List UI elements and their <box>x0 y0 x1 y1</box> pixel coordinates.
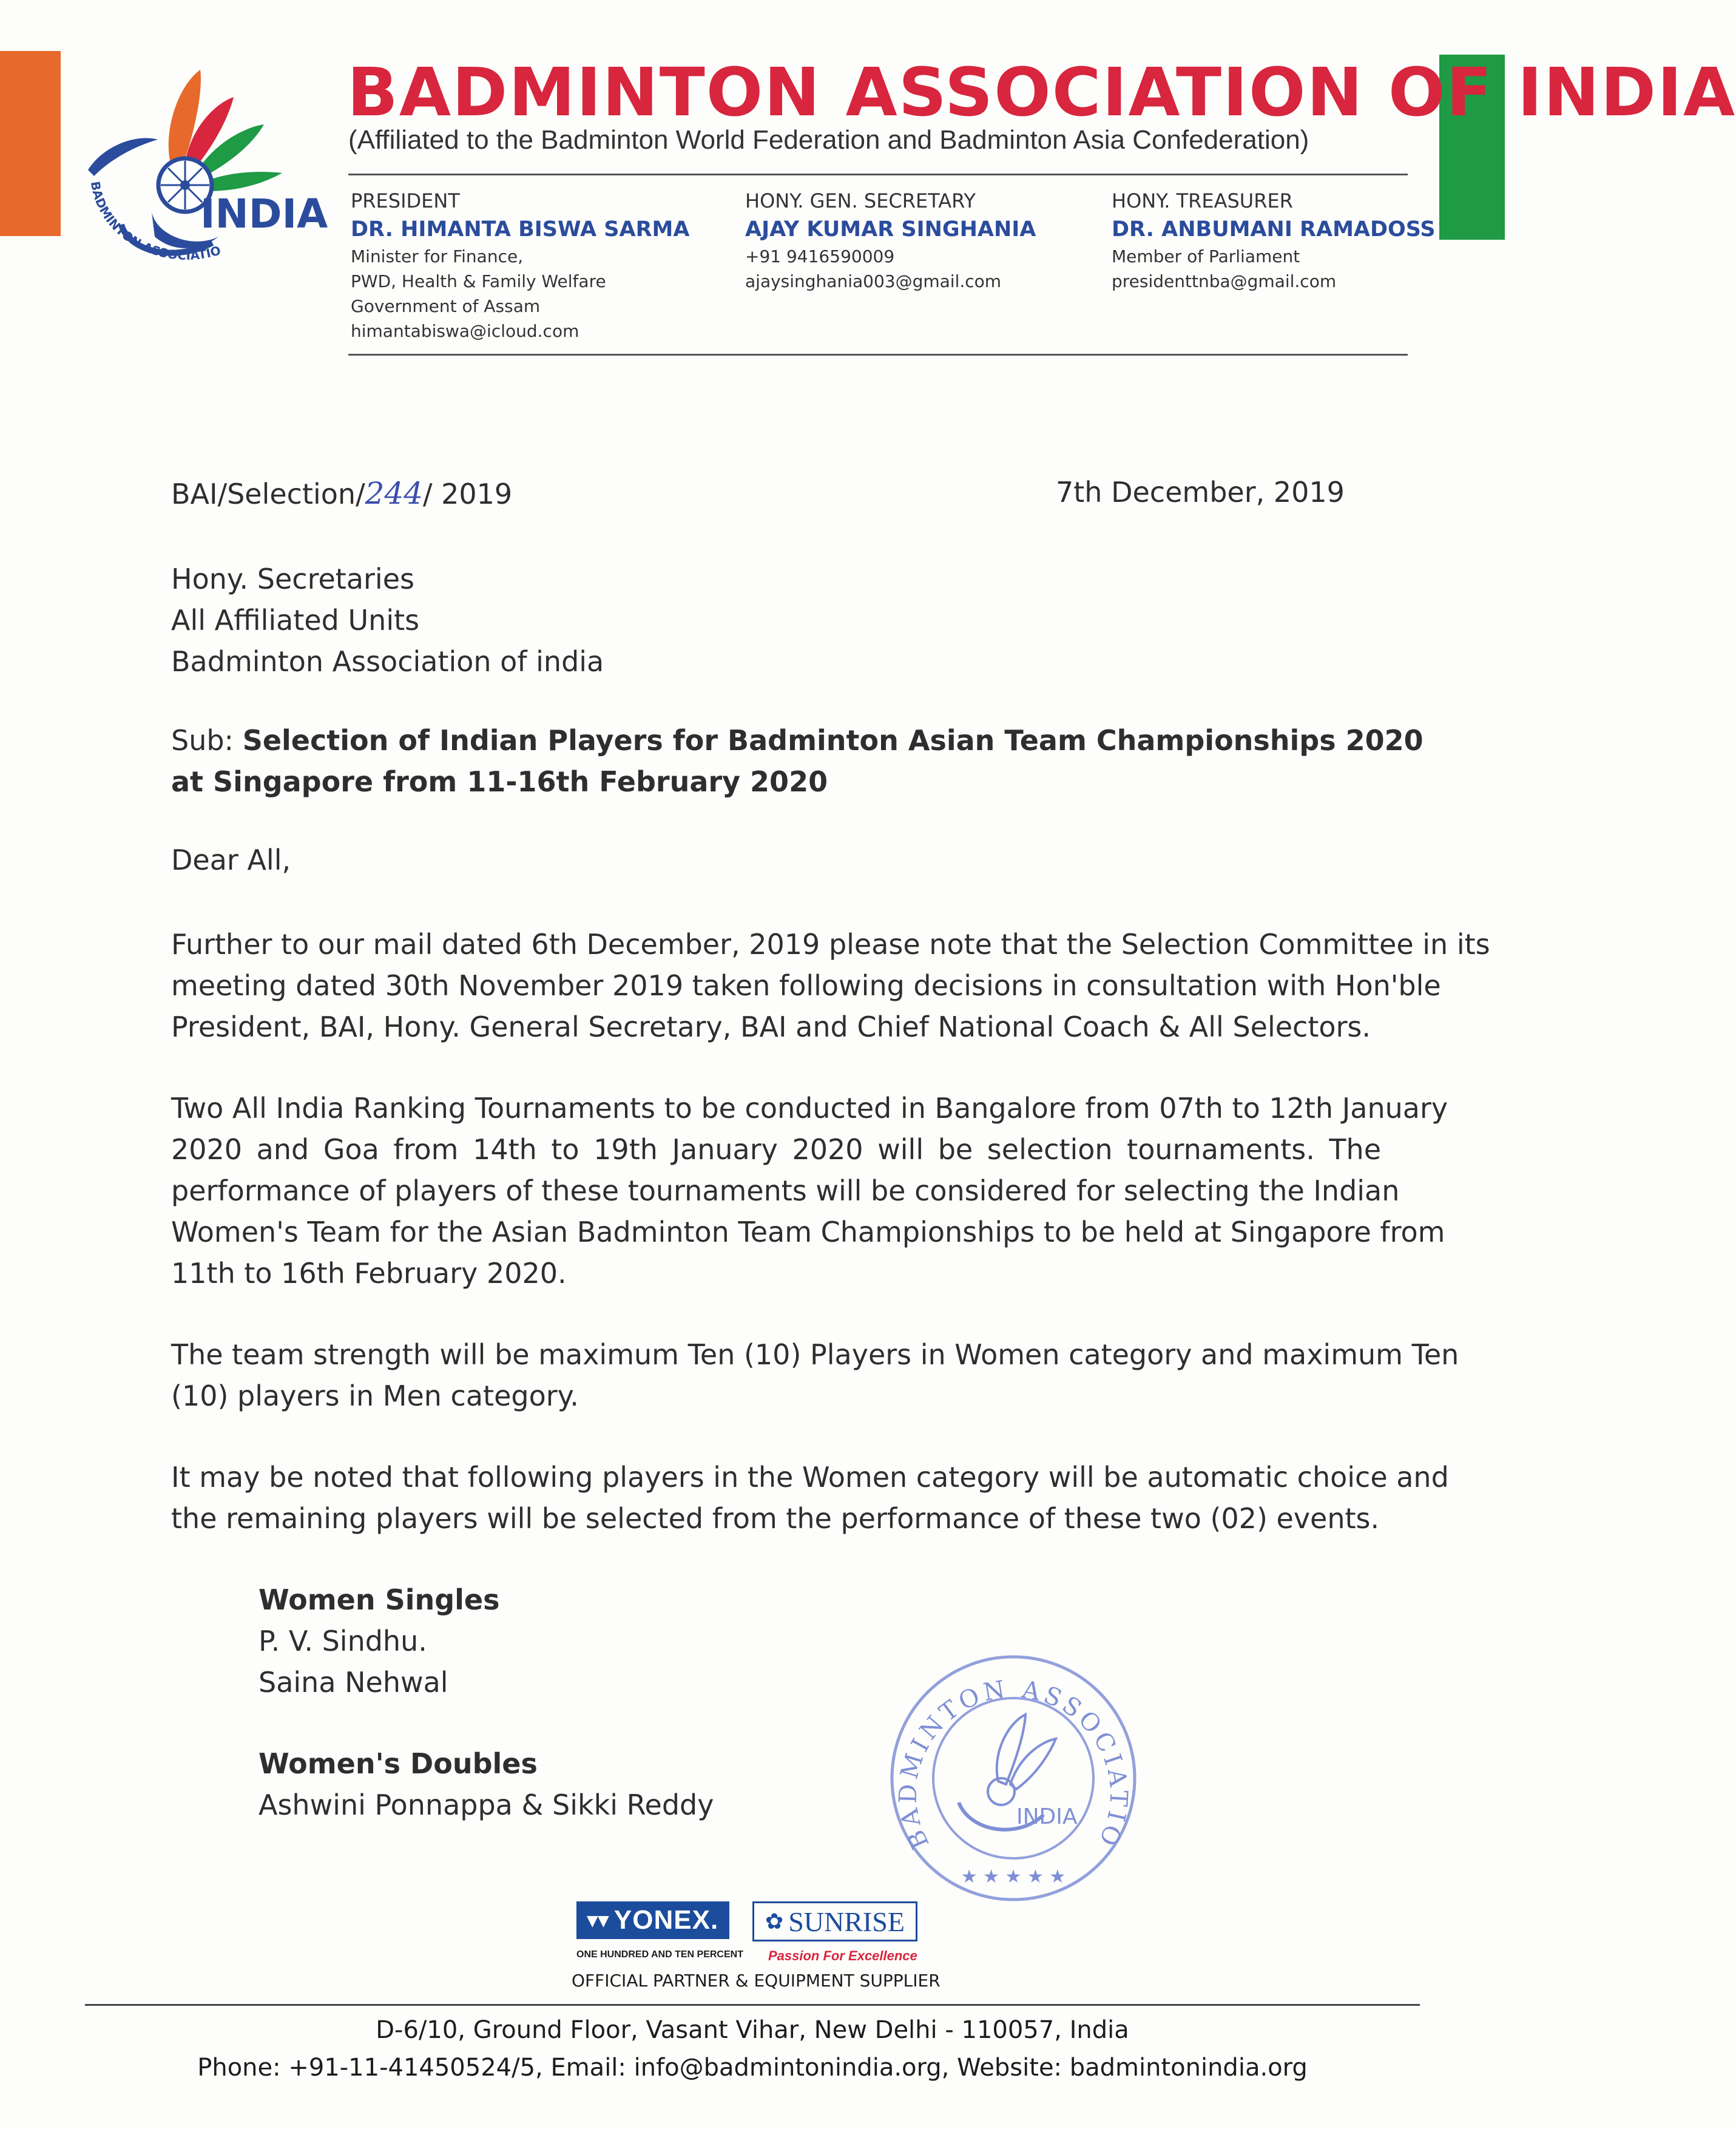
svg-text:BADMINTON ASSOCIATION OF INDIA <box>886 1651 1133 1853</box>
affiliation-line: (Affiliated to the Badminton World Federation and Badminton Asia Confederation) <box>348 125 1309 155</box>
paragraph-4 <box>171 1457 1449 1539</box>
official-stamp <box>886 1651 1141 1906</box>
salutation: Dear All, <box>171 844 291 876</box>
paragraph-line: 2020 and Goa from 14th to 19th January 2020 will be selection tournaments. The <box>171 1133 1381 1166</box>
women-singles-list <box>258 1579 500 1703</box>
org-title: BADMINTON ASSOCIATION OF INDIA <box>347 53 1736 131</box>
officials-divider <box>348 354 1408 356</box>
paragraph-line: meeting dated 30th November 2019 taken following decisions in consultation with Hon'ble <box>171 969 1441 1002</box>
official-name: DR. HIMANTA BISWA SARMA <box>351 217 690 242</box>
reference-number <box>171 476 512 511</box>
player-name: P. V. Sindhu. <box>258 1625 427 1657</box>
official-president <box>351 189 689 341</box>
official-email: presidenttnba@gmail.com <box>1112 271 1337 291</box>
official-detail: PWD, Health & Family Welfare <box>351 271 606 291</box>
official-role: HONY. GEN. SECRETARY <box>745 189 976 212</box>
addressee-line: All Affiliated Units <box>171 604 420 637</box>
sunrise-logo: ✿ SUNRISE <box>752 1901 917 1941</box>
sunrise-tagline: Passion For Excellence <box>768 1948 917 1963</box>
official-role: HONY. TREASURER <box>1112 189 1293 212</box>
letter-date: 7th December, 2019 <box>1056 476 1345 509</box>
footer-address: D-6/10, Ground Floor, Vasant Vihar, New Delhi - 110057, India <box>376 2016 1129 2044</box>
official-role: PRESIDENT <box>351 189 460 212</box>
yonex-logo: ▾▾ YONEX. <box>576 1901 729 1939</box>
addressee-block <box>171 558 604 682</box>
official-treasurer <box>1112 189 1436 291</box>
stamp-stars: ★ ★ ★ ★ ★ <box>961 1866 1066 1887</box>
subject-label: Sub: <box>171 724 234 757</box>
official-detail: Minister for Finance, <box>351 246 524 266</box>
subject-line: Selection of Indian Players for Badminton Asian Team Championships 2020 <box>242 724 1424 757</box>
official-name: DR. ANBUMANI RAMADOSS <box>1112 217 1436 242</box>
footer-contact: Phone: +91-11-41450524/5, Email: info@badmintonindia.org, Website: badmintonindia.org <box>197 2054 1308 2082</box>
ref-suffix: / 2019 <box>423 478 513 510</box>
stamp-center-text: INDIA <box>1016 1804 1078 1829</box>
subject-line: at Singapore from 11-16th February 2020 <box>171 765 828 798</box>
tricolour-orange-bar <box>0 51 61 236</box>
paragraph-line: performance of players of these tournaments will be considered for selecting the Indian <box>171 1174 1400 1207</box>
ref-prefix: BAI/Selection/ <box>171 478 365 510</box>
paragraph-1 <box>171 924 1490 1048</box>
footer-divider <box>85 2004 1420 2006</box>
subject-block <box>171 720 1424 802</box>
women-doubles-heading: Women's Doubles <box>258 1747 538 1780</box>
women-doubles-list <box>258 1743 714 1826</box>
paragraph-line: President, BAI, Hony. General Secretary, BAI and Chief National Coach & All Selectors. <box>171 1010 1371 1043</box>
paragraph-2 <box>171 1088 1448 1294</box>
official-detail: Member of Parliament <box>1112 246 1300 266</box>
paragraph-line: Two All India Ranking Tournaments to be conducted in Bangalore from 07th to 12th January <box>171 1092 1448 1125</box>
player-name: Ashwini Ponnappa & Sikki Reddy <box>258 1789 714 1821</box>
official-email: himantabiswa@icloud.com <box>351 321 579 341</box>
paragraph-line: 11th to 16th February 2020. <box>171 1257 567 1290</box>
paragraph-line: It may be noted that following players in the Women category will be automatic choice and <box>171 1461 1449 1494</box>
official-email: ajaysinghania003@gmail.com <box>745 271 1002 291</box>
official-detail: Government of Assam <box>351 296 541 316</box>
bai-logo <box>79 55 334 285</box>
paragraph-line: (10) players in Men category. <box>171 1379 579 1412</box>
addressee-line: Hony. Secretaries <box>171 563 414 595</box>
paragraph-3 <box>171 1334 1459 1417</box>
player-name: Saina Nehwal <box>258 1666 448 1699</box>
women-singles-heading: Women Singles <box>258 1583 500 1616</box>
paragraph-line: The team strength will be maximum Ten (10) Players in Women category and maximum Ten <box>171 1338 1459 1371</box>
official-phone: +91 9416590009 <box>745 246 895 266</box>
partner-label: OFFICIAL PARTNER & EQUIPMENT SUPPLIER <box>572 1971 941 1991</box>
official-name: AJAY KUMAR SINGHANIA <box>745 217 1036 242</box>
logo-arc-text: BADMINTON ASSOCIATIO <box>87 180 223 263</box>
paragraph-line: Women's Team for the Asian Badminton Team Championships to be held at Singapore from <box>171 1216 1445 1248</box>
sunrise-emblem-icon: ✿ <box>765 1909 784 1934</box>
logo-wordmark: INDIA <box>200 191 328 237</box>
paragraph-line: the remaining players will be selected from the performance of these two (02) events. <box>171 1502 1380 1535</box>
header-divider <box>348 174 1408 175</box>
official-secretary <box>745 189 1036 291</box>
ref-handwritten-number: 244 <box>365 476 424 511</box>
yonex-tagline: ONE HUNDRED AND TEN PERCENT <box>576 1949 743 1960</box>
paragraph-line: Further to our mail dated 6th December, 2019 please note that the Selection Committee in its <box>171 928 1490 961</box>
stamp-arc-text: BADMINTON ASSOCIATIO <box>894 1675 1133 1853</box>
addressee-line: Badminton Association of india <box>171 645 604 678</box>
